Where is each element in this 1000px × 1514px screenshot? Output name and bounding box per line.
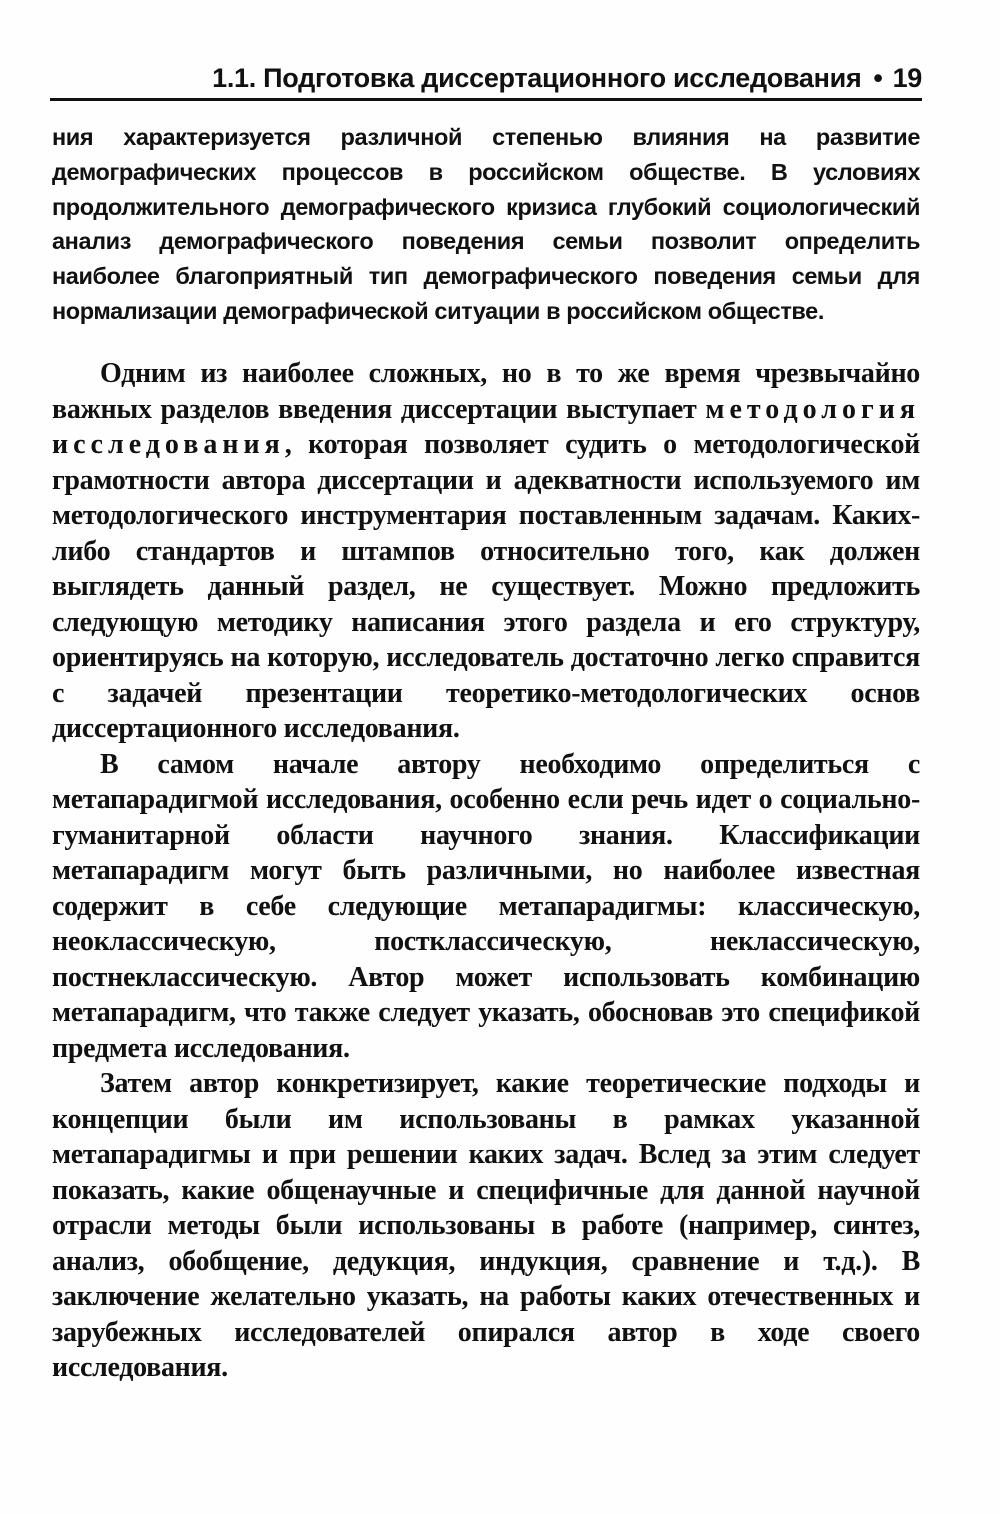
paragraph-methodology-after: , которая позволяет судить о методологической грамотности автора диссертации и адекватности используемого им методологического инструментария поставленным задачам. Каких-либо стандартов и штампов относительно того, как должен выглядеть данный раздел, не существует. Можно предложить следующую методику написания этого раздела и его структуру, ориентируясь на которую, исследователь достаточно легко справится с задачей презентации теоретико-методологических основ диссертационного исследования.: [52, 429, 920, 744]
paragraph-methodology-before: Одним из наиболее сложных, но в то же время чрезвычайно важных разделов введения диссертации выступает: [52, 358, 920, 425]
running-head: [50, 58, 922, 101]
paragraph-approaches: Затем автор конкретизирует, какие теоретические подходы и концепции были им использованы в рамках указанной метапарадигмы и при решении каких задач. Вслед за этим следует показать, какие общенаучные и специфичные для данной научной отрасли методы были использованы в работе (например, синтез, анализ, обобщение, дедукция, индукция, сравнение и т.д.). В заключение желательно указать, на работы каких отечественных и зарубежных исследователей опирался автор в ходе своего исследования.: [52, 1068, 920, 1383]
abstract-block: ния характеризуется различной степенью влияния на развитие демографических процессов в российском обществе. В условиях продолжительного демографического кризиса глубокий социологический анализ демографического поведения семьи позволит определить наиболее благоприятный тип демографического поведения семьи для нормализации демографической ситуации в российском обществе.: [52, 124, 920, 324]
running-head-bullet: •: [873, 62, 883, 93]
methodology-emphasis: методология исследования: [52, 393, 920, 460]
running-head-title: 1.1. Подготовка диссертационного исследования: [212, 62, 862, 93]
body-text: [52, 356, 920, 1386]
paragraph-methodology: [52, 356, 920, 747]
page-number: 19: [892, 62, 922, 93]
paragraph-metaparadigm: В самом начале автору необходимо определиться с метапарадигмой исследования, особенно если речь идет о социально-гуманитарной области научного знания. Классификации метапарадигм могут быть различными, но наиболее известная содержит в себе следующие метапарадигмы: классическую, неоклассическую, постклассическую, неклассическую, постнеклассическую. Автор может использовать комбинацию метапарадигм, что также следует указать, обосновав это спецификой предмета исследования.: [52, 748, 920, 1064]
